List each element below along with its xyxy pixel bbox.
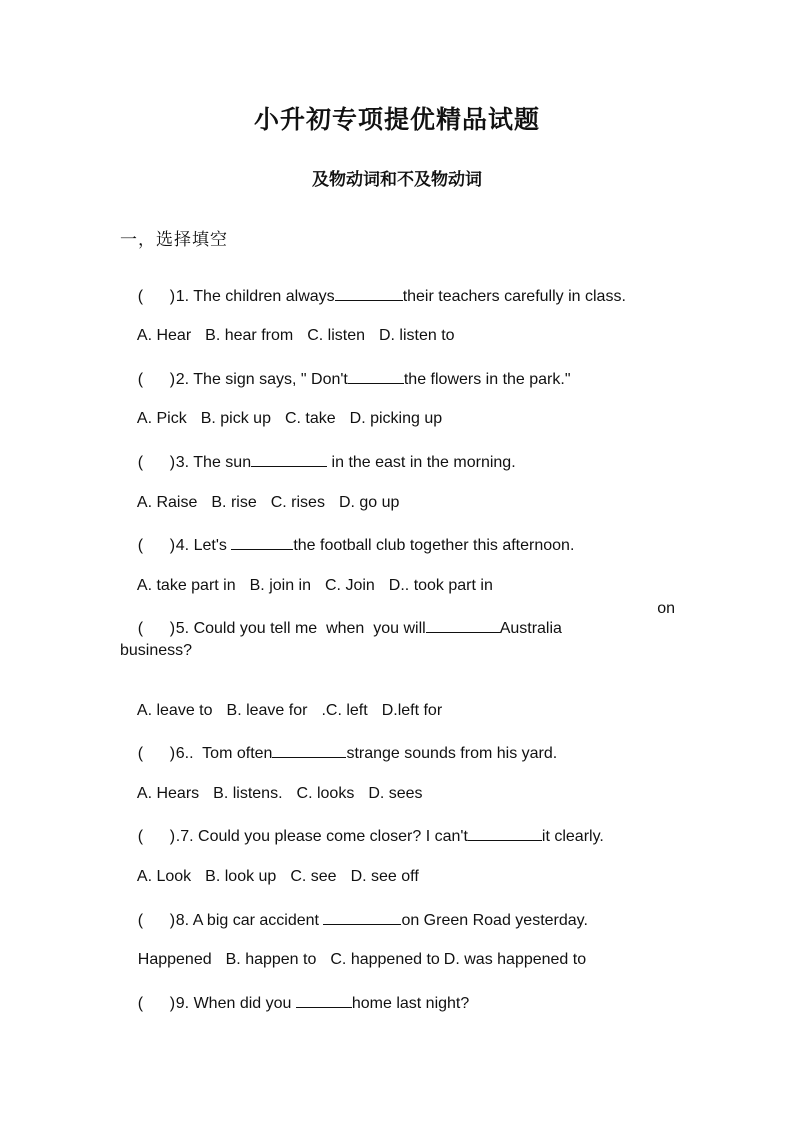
option-a: A. Look (136, 868, 192, 885)
option-d: D. was happened to (443, 951, 587, 968)
option-a: A. Hears (136, 785, 200, 802)
question-text-after: their teachers carefully in class. (402, 288, 626, 305)
answer-paren: ( ) (137, 454, 176, 471)
option-c: C. looks (296, 785, 355, 802)
question-text-after: the flowers in the park." (403, 371, 571, 388)
answer-paren: ( ) (137, 288, 176, 305)
option-b: B. join in (249, 577, 311, 594)
option-b: B. listens. (213, 785, 283, 802)
option-c: C. happened to (330, 951, 440, 968)
page-title: 小升初专项提优精品试题 (253, 105, 540, 134)
question-text: .7. Could you please come closer? I can't (175, 828, 468, 845)
option-d: D. picking up (349, 410, 443, 427)
answer-paren: ( ) (137, 371, 176, 388)
answer-blank (323, 910, 401, 925)
answer-blank (251, 452, 327, 467)
answer-blank (272, 743, 346, 758)
option-a: A. Pick (136, 410, 187, 427)
option-c: C. see (290, 868, 337, 885)
question-text-after: in the east in the morning. (327, 454, 516, 471)
question-text: 6.. Tom often (175, 745, 273, 762)
option-a: A. Hear (136, 327, 192, 344)
question-text: 5. Could you tell me when you will (175, 620, 426, 637)
question-text-after: home last night? (351, 995, 470, 1012)
section-heading: 一，选择填空 (120, 230, 228, 250)
answer-blank (426, 618, 500, 633)
option-a: A. take part in (136, 577, 236, 594)
question-9 (120, 975, 469, 1031)
option-a: A. leave to (136, 702, 213, 719)
answer-blank (231, 535, 293, 550)
option-a: Happened (137, 951, 212, 968)
answer-blank (296, 993, 352, 1008)
option-d: D. go up (338, 494, 400, 511)
question-5 (120, 600, 675, 656)
question-text-after: it clearly. (541, 828, 604, 845)
question-text: 3. The sun (175, 454, 252, 471)
option-c: C. listen (307, 327, 365, 344)
answer-paren: ( ) (137, 912, 176, 929)
answer-paren: ( ) (137, 995, 176, 1012)
option-c: C. take (284, 410, 336, 427)
question-text: 9. When did you (175, 995, 296, 1012)
question-text-after: strange sounds from his yard. (346, 745, 558, 762)
option-a: A. Raise (136, 494, 198, 511)
option-b: B. leave for (226, 702, 308, 719)
option-c: C. Join (325, 577, 375, 594)
question-text: 8. A big car accident (175, 912, 324, 929)
option-b: B. pick up (200, 410, 271, 427)
question-text: 4. Let's (175, 537, 232, 554)
option-d: D. listen to (378, 327, 455, 344)
answer-paren: ( ) (137, 537, 176, 554)
option-b: B. look up (205, 868, 277, 885)
question-text: 2. The sign says, " Don't (175, 371, 348, 388)
answer-blank (335, 286, 403, 301)
answer-blank (468, 826, 542, 841)
answer-paren: ( ) (137, 745, 176, 762)
question-text-after: the football club together this afternoon. (293, 537, 575, 554)
option-b: B. happen to (225, 951, 317, 968)
option-d: D. sees (368, 785, 423, 802)
option-d: D.left for (381, 702, 443, 719)
question-text: 1. The children always (175, 288, 335, 305)
answer-blank (348, 369, 404, 384)
question-text-tail: on (657, 600, 675, 617)
page-subtitle: 及物动词和不及物动词 (312, 170, 482, 190)
answer-paren: ( ) (137, 828, 176, 845)
option-b: B. hear from (205, 327, 294, 344)
question-5-continuation: business? (120, 642, 193, 659)
option-d: D.. took part in (388, 577, 493, 594)
question-text-after: on Green Road yesterday. (401, 912, 588, 929)
option-b: B. rise (211, 494, 257, 511)
question-text-after: Australia (499, 620, 562, 637)
option-d: D. see off (350, 868, 419, 885)
option-c: .C. left (321, 702, 368, 719)
option-c: C. rises (270, 494, 325, 511)
answer-paren: ( ) (137, 620, 176, 637)
